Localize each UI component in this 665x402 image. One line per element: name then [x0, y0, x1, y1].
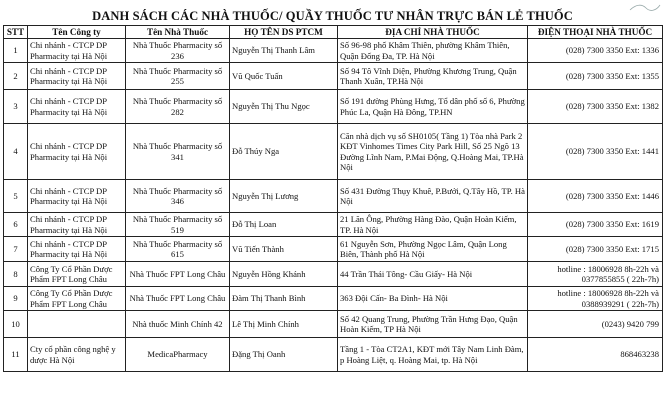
cell-phone: (028) 7300 3350 Ext: 1382 [528, 90, 663, 124]
cell-phone: (028) 7300 3350 Ext: 1619 [528, 213, 663, 237]
cell-company: Cty cổ phần công nghệ y dược Hà Nội [28, 338, 126, 372]
header-pharmacist: HỌ TÊN DS PTCM [230, 26, 338, 39]
cell-pharmacist: Nguyễn Thị Thanh Lâm [230, 39, 338, 63]
cell-phone: 868463238 [528, 338, 663, 372]
cell-company: Công Ty Cổ Phần Dược Phẩm FPT Long Châu [28, 262, 126, 287]
cell-company: Chi nhánh - CTCP DP Pharmacity tại Hà Nội [28, 213, 126, 237]
table-row [4, 287, 663, 311]
cell-pharmacist: Vũ Tiến Thành [230, 237, 338, 262]
cell-stt: 7 [4, 237, 28, 262]
cell-address: Số 96-98 phố Khâm Thiên, phường Khâm Thiên, Quận Đống Đa, TP. Hà Nội [338, 39, 528, 63]
table-row [4, 39, 663, 63]
cell-pharmacy: Nhà Thuốc Pharmacity số 519 [126, 213, 230, 237]
table-row [4, 338, 663, 372]
cell-company: Công Ty Cổ Phần Dược Phẩm FPT Long Châu [28, 287, 126, 311]
cell-phone: (028) 7300 3350 Ext: 1441 [528, 124, 663, 180]
cell-company [28, 311, 126, 338]
header-pharmacy: Tên Nhà Thuốc [126, 26, 230, 39]
cell-address: 363 Đội Cấn- Ba Đình- Hà Nội [338, 287, 528, 311]
cell-stt: 9 [4, 287, 28, 311]
cell-company: Chi nhánh - CTCP DP Pharmacity tại Hà Nội [28, 39, 126, 63]
cell-phone: (0243) 9420 799 [528, 311, 663, 338]
table-header-row [4, 26, 663, 39]
cell-company: Chi nhánh - CTCP DP Pharmacity tại Hà Nội [28, 90, 126, 124]
cell-address: Tầng 1 - Tòa CT2A1, KĐT mới Tây Nam Linh Đàm, p Hoàng Liệt, q. Hoàng Mai, tp. Hà Nội [338, 338, 528, 372]
table-row [4, 237, 663, 262]
cell-stt: 2 [4, 63, 28, 90]
cell-pharmacy: Nhà Thuốc FPT Long Châu [126, 287, 230, 311]
table-row [4, 90, 663, 124]
cell-pharmacist: Lê Thị Minh Chính [230, 311, 338, 338]
cell-stt: 1 [4, 39, 28, 63]
cell-pharmacist: Nguyễn Thị Lương [230, 180, 338, 213]
table-row [4, 262, 663, 287]
cell-pharmacy: MedicaPharmacy [126, 338, 230, 372]
cell-pharmacy: Nhà Thuốc Pharmacity số 341 [126, 124, 230, 180]
cell-address: Căn nhà dịch vụ số SH0105( Tầng 1) Tòa nhà Park 2 KĐT Vinhomes Times City Park Hill, Số 25 Ngõ 13 Đường Lĩnh Nam, P.Mai Động, Q.Hoàng Mai, TP.Hà Nội [338, 124, 528, 180]
cell-stt: 8 [4, 262, 28, 287]
cell-pharmacy: Nhà Thuốc Pharmacity số 282 [126, 90, 230, 124]
header-company: Tên Công ty [28, 26, 126, 39]
cell-pharmacy: Nhà Thuốc Pharmacity số 615 [126, 237, 230, 262]
cell-phone: hotline : 18006928 8h-22h và 0388939291 ( 22h-7h) [528, 287, 663, 311]
cell-pharmacist: Nguyễn Hồng Khánh [230, 262, 338, 287]
header-stt: STT [4, 26, 28, 39]
header-address: ĐỊA CHỈ NHÀ THUỐC [338, 26, 528, 39]
table-row [4, 213, 663, 237]
cell-address: 21 Lãn Ông, Phường Hàng Đào, Quận Hoàn Kiếm, TP. Hà Nội [338, 213, 528, 237]
cell-pharmacist: Vũ Quốc Tuấn [230, 63, 338, 90]
cell-stt: 4 [4, 124, 28, 180]
cell-pharmacist: Đàm Thị Thanh Bình [230, 287, 338, 311]
cell-phone: (028) 7300 3350 Ext: 1446 [528, 180, 663, 213]
cell-stt: 3 [4, 90, 28, 124]
table-row [4, 180, 663, 213]
cell-stt: 11 [4, 338, 28, 372]
cell-company: Chi nhánh - CTCP DP Pharmacity tại Hà Nội [28, 237, 126, 262]
cell-address: 61 Nguyễn Sơn, Phường Ngọc Lâm, Quận Long Biên, Thành phố Hà Nội [338, 237, 528, 262]
cell-phone: (028) 7300 3350 Ext: 1336 [528, 39, 663, 63]
cell-phone: (028) 7300 3350 Ext: 1355 [528, 63, 663, 90]
cell-pharmacy: Nhà Thuốc FPT Long Châu [126, 262, 230, 287]
page-title: DANH SÁCH CÁC NHÀ THUỐC/ QUẦY THUỐC TƯ NHÂN TRỰC BÁN LẺ THUỐC [92, 9, 573, 23]
header-phone: ĐIỆN THOẠI NHÀ THUỐC [528, 26, 663, 39]
cell-address: Số 42 Quang Trung, Phường Trần Hưng Đạo, Quận Hoàn Kiếm, TP Hà Nội [338, 311, 528, 338]
cell-phone: (028) 7300 3350 Ext: 1715 [528, 237, 663, 262]
table-row [4, 311, 663, 338]
cell-address: Số 191 đường Phùng Hưng, Tổ dân phố số 6, Phường Phúc La, Quận Hà Đông, TP.HN [338, 90, 528, 124]
cell-address: Số 431 Đường Thụy Khuê, P.Bưởi, Q.Tây Hồ, TP. Hà Nội [338, 180, 528, 213]
cell-stt: 10 [4, 311, 28, 338]
cell-pharmacy: Nhà Thuốc Pharmacity số 346 [126, 180, 230, 213]
cell-company: Chi nhánh - CTCP DP Pharmacity tại Hà Nội [28, 124, 126, 180]
cell-phone: hotline : 18006928 8h-22h và 0377855855 ( 22h-7h) [528, 262, 663, 287]
cell-stt: 6 [4, 213, 28, 237]
cell-pharmacist: Nguyễn Thị Thu Ngọc [230, 90, 338, 124]
pharmacy-table [3, 25, 663, 372]
cell-address: Số 94 Tô Vĩnh Diện, Phường Khương Trung, Quận Thanh Xuân, TP.Hà Nội [338, 63, 528, 90]
cell-company: Chi nhánh - CTCP DP Pharmacity tại Hà Nội [28, 180, 126, 213]
table-row [4, 124, 663, 180]
cell-pharmacy: Nhà Thuốc Pharmacity số 255 [126, 63, 230, 90]
cell-pharmacist: Đặng Thị Oanh [230, 338, 338, 372]
cell-address: 44 Trần Thái Tông- Cầu Giấy- Hà Nội [338, 262, 528, 287]
table-row [4, 63, 663, 90]
cell-pharmacy: Nhà Thuốc Pharmacity số 236 [126, 39, 230, 63]
cell-company: Chi nhánh - CTCP DP Pharmacity tại Hà Nội [28, 63, 126, 90]
cell-pharmacy: Nhà thuốc Minh Chính 42 [126, 311, 230, 338]
cell-stt: 5 [4, 180, 28, 213]
cell-pharmacist: Đỗ Thị Loan [230, 213, 338, 237]
cell-pharmacist: Đỗ Thúy Nga [230, 124, 338, 180]
